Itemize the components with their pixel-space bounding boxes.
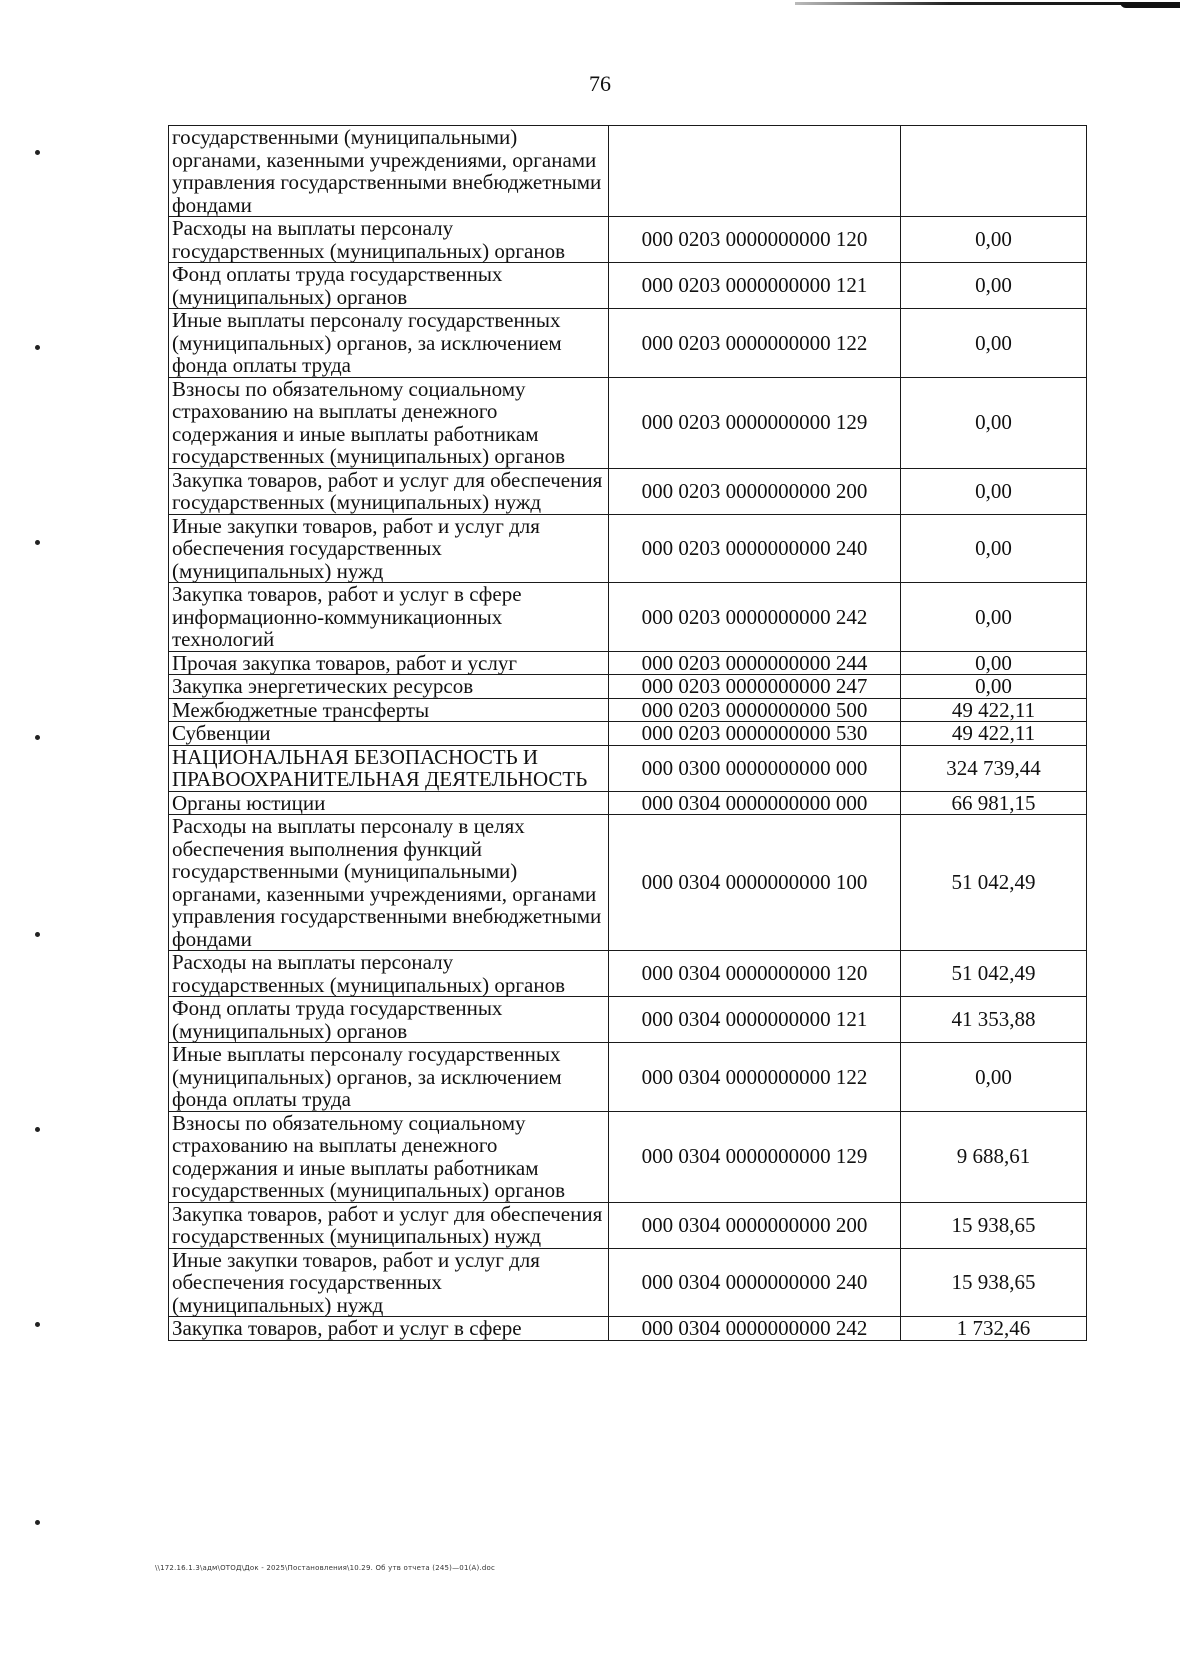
expense-name-cell: Фонд оплаты труда государственных (муниципальных) органов <box>169 263 609 309</box>
amount-cell: 0,00 <box>901 217 1087 263</box>
budget-code-cell: 000 0203 0000000000 530 <box>609 722 901 746</box>
expense-name-cell: Иные закупки товаров, работ и услуг для обеспечения государственных (муниципальных) нужд <box>169 514 609 583</box>
expense-name-cell: Межбюджетные трансферты <box>169 698 609 722</box>
margin-punch-mark <box>35 540 40 545</box>
expense-name-cell: Закупка товаров, работ и услуг для обеспечения государственных (муниципальных) нужд <box>169 1202 609 1248</box>
table-row <box>169 951 1087 997</box>
amount-cell: 0,00 <box>901 309 1087 378</box>
budget-code-cell: 000 0304 0000000000 242 <box>609 1317 901 1341</box>
budget-code-cell: 000 0304 0000000000 200 <box>609 1202 901 1248</box>
table-row <box>169 583 1087 652</box>
expense-name-cell: Органы юстиции <box>169 791 609 815</box>
table-row <box>169 1317 1087 1341</box>
margin-punch-mark <box>35 1127 40 1132</box>
amount-cell <box>901 126 1087 217</box>
margin-punch-mark <box>35 150 40 155</box>
budget-code-cell: 000 0304 0000000000 120 <box>609 951 901 997</box>
expense-name-cell: Фонд оплаты труда государственных (муниципальных) органов <box>169 997 609 1043</box>
amount-cell: 51 042,49 <box>901 815 1087 951</box>
footer-file-path: \\172.16.1.3\адм\ОТОД\Док - 2025\Постановления\10.29. Об утв отчета (245)—01(А).doc <box>155 1564 496 1572</box>
table-row <box>169 1111 1087 1202</box>
budget-code-cell: 000 0203 0000000000 244 <box>609 651 901 675</box>
amount-cell: 0,00 <box>901 583 1087 652</box>
amount-cell: 0,00 <box>901 263 1087 309</box>
table-row <box>169 997 1087 1043</box>
budget-code-cell: 000 0203 0000000000 247 <box>609 675 901 699</box>
budget-code-cell: 000 0203 0000000000 242 <box>609 583 901 652</box>
expense-name-cell: Закупка энергетических ресурсов <box>169 675 609 699</box>
expense-name-cell: Расходы на выплаты персоналу государственных (муниципальных) органов <box>169 951 609 997</box>
report-table-body <box>169 126 1087 1341</box>
top-scan-rule-tail <box>1120 2 1180 8</box>
budget-code-cell: 000 0300 0000000000 000 <box>609 745 901 791</box>
margin-punch-mark <box>35 1520 40 1525</box>
expense-name-cell: Иные выплаты персоналу государственных (муниципальных) органов, за исключением фонда оплаты труда <box>169 1043 609 1112</box>
budget-code-cell <box>609 126 901 217</box>
table-row <box>169 377 1087 468</box>
expense-name-cell: Прочая закупка товаров, работ и услуг <box>169 651 609 675</box>
table-row <box>169 468 1087 514</box>
table-row <box>169 126 1087 217</box>
budget-code-cell: 000 0304 0000000000 121 <box>609 997 901 1043</box>
budget-report-table <box>168 125 1087 1341</box>
amount-cell: 0,00 <box>901 651 1087 675</box>
table-row <box>169 1248 1087 1317</box>
amount-cell: 0,00 <box>901 675 1087 699</box>
amount-cell: 15 938,65 <box>901 1248 1087 1317</box>
expense-name-cell: Иные выплаты персоналу государственных (муниципальных) органов, за исключением фонда оплаты труда <box>169 309 609 378</box>
amount-cell: 49 422,11 <box>901 722 1087 746</box>
expense-name-cell: государственными (муниципальными) органами, казенными учреждениями, органами управления государственными внебюджетными фондами <box>169 126 609 217</box>
expense-name-cell: Субвенции <box>169 722 609 746</box>
page-number: 76 <box>589 71 611 96</box>
expense-name-cell: НАЦИОНАЛЬНАЯ БЕЗОПАСНОСТЬ И ПРАВООХРАНИТЕЛЬНАЯ ДЕЯТЕЛЬНОСТЬ <box>169 745 609 791</box>
budget-code-cell: 000 0304 0000000000 100 <box>609 815 901 951</box>
budget-code-cell: 000 0203 0000000000 122 <box>609 309 901 378</box>
margin-punch-mark <box>35 345 40 350</box>
margin-punch-mark <box>35 932 40 937</box>
amount-cell: 0,00 <box>901 514 1087 583</box>
amount-cell: 9 688,61 <box>901 1111 1087 1202</box>
table-row <box>169 722 1087 746</box>
expense-name-cell: Иные закупки товаров, работ и услуг для обеспечения государственных (муниципальных) нужд <box>169 1248 609 1317</box>
budget-code-cell: 000 0203 0000000000 120 <box>609 217 901 263</box>
budget-code-cell: 000 0304 0000000000 240 <box>609 1248 901 1317</box>
budget-code-cell: 000 0203 0000000000 121 <box>609 263 901 309</box>
amount-cell: 66 981,15 <box>901 791 1087 815</box>
table-row <box>169 698 1087 722</box>
budget-code-cell: 000 0203 0000000000 129 <box>609 377 901 468</box>
table-row <box>169 651 1087 675</box>
expense-name-cell: Расходы на выплаты персоналу государственных (муниципальных) органов <box>169 217 609 263</box>
amount-cell: 0,00 <box>901 468 1087 514</box>
table-row <box>169 263 1087 309</box>
table-row <box>169 309 1087 378</box>
expense-name-cell: Закупка товаров, работ и услуг для обеспечения государственных (муниципальных) нужд <box>169 468 609 514</box>
budget-code-cell: 000 0203 0000000000 500 <box>609 698 901 722</box>
budget-code-cell: 000 0304 0000000000 122 <box>609 1043 901 1112</box>
amount-cell: 0,00 <box>901 377 1087 468</box>
amount-cell: 324 739,44 <box>901 745 1087 791</box>
table-row <box>169 514 1087 583</box>
margin-punch-mark <box>35 735 40 740</box>
amount-cell: 49 422,11 <box>901 698 1087 722</box>
budget-code-cell: 000 0304 0000000000 000 <box>609 791 901 815</box>
expense-name-cell: Расходы на выплаты персоналу в целях обеспечения выполнения функций государственными (муниципальными) органами, казенными учреждениями, органами управления государственными внебюджетными фондами <box>169 815 609 951</box>
expense-name-cell: Закупка товаров, работ и услуг в сфере информационно-коммуникационных технологий <box>169 583 609 652</box>
budget-code-cell: 000 0203 0000000000 240 <box>609 514 901 583</box>
margin-punch-mark <box>35 1322 40 1327</box>
table-row <box>169 791 1087 815</box>
amount-cell: 1 732,46 <box>901 1317 1087 1341</box>
table-row <box>169 1043 1087 1112</box>
expense-name-cell: Взносы по обязательному социальному страхованию на выплаты денежного содержания и иные выплаты работникам государственных (муниципальных) органов <box>169 377 609 468</box>
budget-code-cell: 000 0304 0000000000 129 <box>609 1111 901 1202</box>
table-row <box>169 675 1087 699</box>
table-row <box>169 1202 1087 1248</box>
table-row <box>169 815 1087 951</box>
budget-code-cell: 000 0203 0000000000 200 <box>609 468 901 514</box>
amount-cell: 51 042,49 <box>901 951 1087 997</box>
amount-cell: 0,00 <box>901 1043 1087 1112</box>
amount-cell: 15 938,65 <box>901 1202 1087 1248</box>
table-row <box>169 217 1087 263</box>
amount-cell: 41 353,88 <box>901 997 1087 1043</box>
expense-name-cell: Закупка товаров, работ и услуг в сфере <box>169 1317 609 1341</box>
table-row <box>169 745 1087 791</box>
expense-name-cell: Взносы по обязательному социальному страхованию на выплаты денежного содержания и иные выплаты работникам государственных (муниципальных) органов <box>169 1111 609 1202</box>
